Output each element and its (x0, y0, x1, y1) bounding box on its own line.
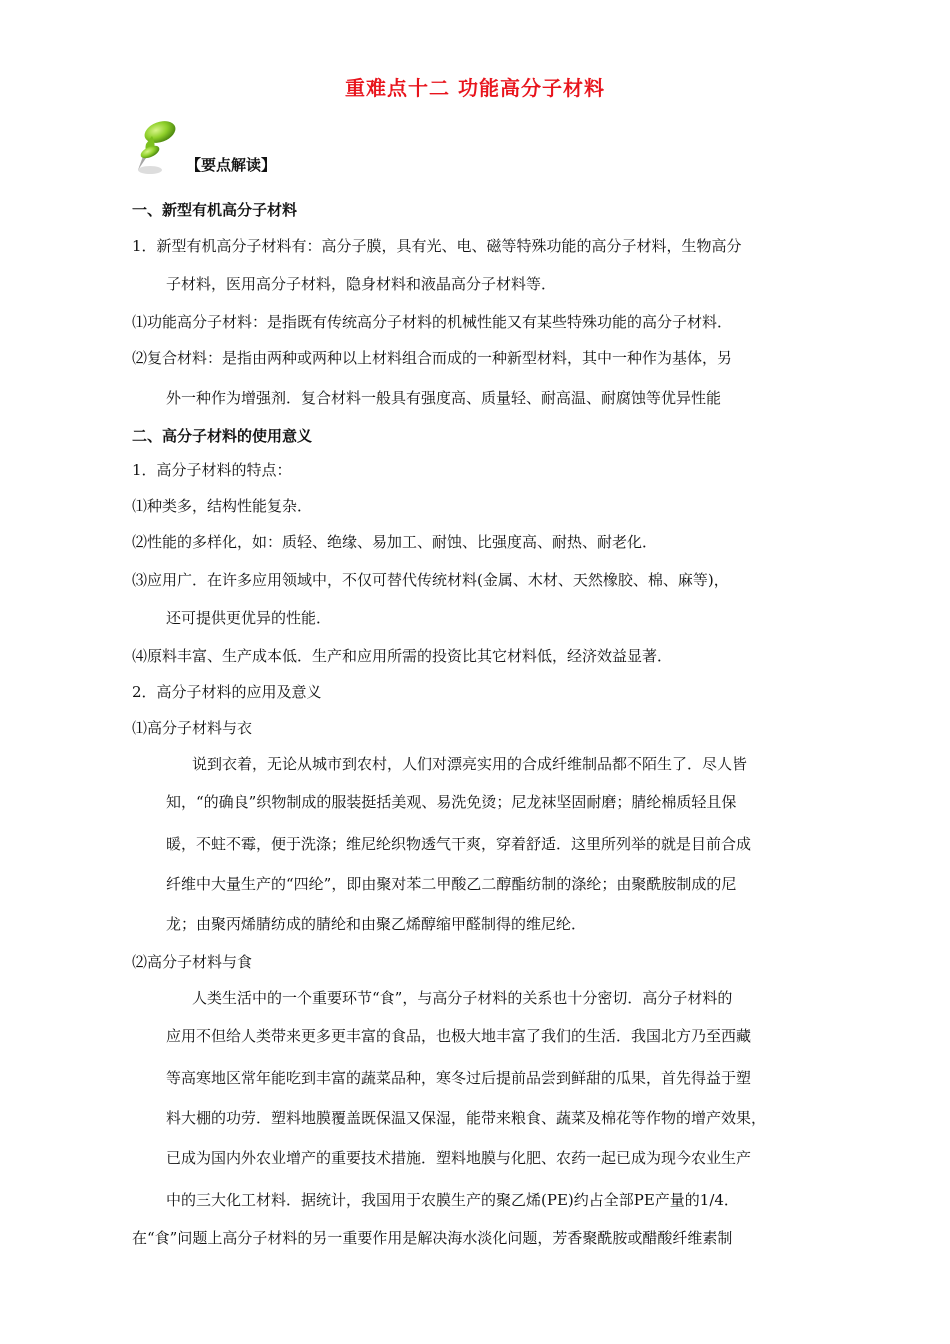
heading-usage-significance: 二、高分子材料的使用意义 (132, 427, 313, 445)
text-line: 还可提供更优异的性能． (166, 609, 332, 627)
text-line: ⑴种类多，结构性能复杂． (132, 497, 313, 515)
text-line: 外一种作为增强剂．复合材料一般具有强度高、质量轻、耐高温、耐腐蚀等优异性能 (166, 389, 722, 407)
text-line: 等高寒地区常年能吃到丰富的蔬菜品种，寒冬过后提前品尝到鲜甜的瓜果，首先得益于塑 (166, 1069, 752, 1087)
text-line: 已成为国内外农业增产的重要技术措施．塑料地膜与化肥、农药一起已成为现今农业生产 (166, 1149, 752, 1167)
text-line: 人类生活中的一个重要环节“食”，与高分子材料的关系也十分密切．高分子材料的 (192, 989, 733, 1007)
page-title: 重难点十二 功能高分子材料 (345, 76, 605, 100)
subheading-food: ⑵高分子材料与食 (132, 953, 253, 971)
text-line: 纤维中大量生产的“四纶”，即由聚对苯二甲酸乙二醇酯纺制的涤纶；由聚酰胺制成的尼 (166, 875, 737, 893)
text-line: 2．高分子材料的应用及意义 (132, 683, 322, 701)
text-line: 在“食”问题上高分子材料的另一重要作用是解决海水淡化问题，芳香聚酰胺或醋酸纤维素制 (132, 1229, 733, 1247)
subheading-clothing: ⑴高分子材料与衣 (132, 719, 253, 737)
text-line: 龙；由聚丙烯腈纺成的腈纶和由聚乙烯醇缩甲醛制得的维尼纶． (166, 915, 587, 933)
text-line: ⑵性能的多样化，如：质轻、绝缘、易加工、耐蚀、比强度高、耐热、耐老化． (132, 533, 658, 551)
text-line: 子材料，医用高分子材料，隐身材料和液晶高分子材料等． (166, 275, 557, 293)
text-line: ⑷原料丰富、生产成本低．生产和应用所需的投资比其它材料低，经济效益显著． (132, 647, 673, 665)
pushpin-icon (130, 118, 182, 176)
text-line: ⑶应用广．在许多应用领域中，不仅可替代传统材料(金属、木材、天然橡胶、棉、麻等)， (132, 571, 729, 589)
heading-new-organic-materials: 一、新型有机高分子材料 (132, 201, 298, 219)
text-line: 知，“的确良”织物制成的服装挺括美观、易洗免烫；尼龙袜坚固耐磨；腈纶棉质轻且保 (166, 793, 737, 811)
text-line: 应用不但给人类带来更多更丰富的食品，也极大地丰富了我们的生活．我国北方乃至西藏 (166, 1027, 752, 1045)
text-line: 暖，不蛀不霉，便于洗涤；维尼纶织物透气干爽，穿着舒适．这里所列举的就是目前合成 (166, 835, 752, 853)
text-line: ⑵复合材料：是指由两种或两种以上材料组合而成的一种新型材料，其中一种作为基体，另 (132, 349, 733, 367)
text-line: 1．高分子材料的特点： (132, 461, 292, 479)
text-line: 说到衣着，无论从城市到农村，人们对漂亮实用的合成纤维制品都不陌生了．尽人皆 (192, 755, 748, 773)
key-points-label: 【要点解读】 (186, 156, 277, 174)
text-line: ⑴功能高分子材料：是指既有传统高分子材料的机械性能又有某些特殊功能的高分子材料． (132, 313, 733, 331)
text-line: 1．新型有机高分子材料有：高分子膜，具有光、电、磁等特殊功能的高分子材料，生物高分 (132, 237, 742, 255)
text-line: 料大棚的功劳．塑料地膜覆盖既保温又保湿，能带来粮食、蔬菜及棉花等作物的增产效果， (166, 1109, 767, 1127)
text-line: 中的三大化工材料．据统计，我国用于农膜生产的聚乙烯(PE)约占全部PE产量的1/4． (166, 1191, 739, 1209)
